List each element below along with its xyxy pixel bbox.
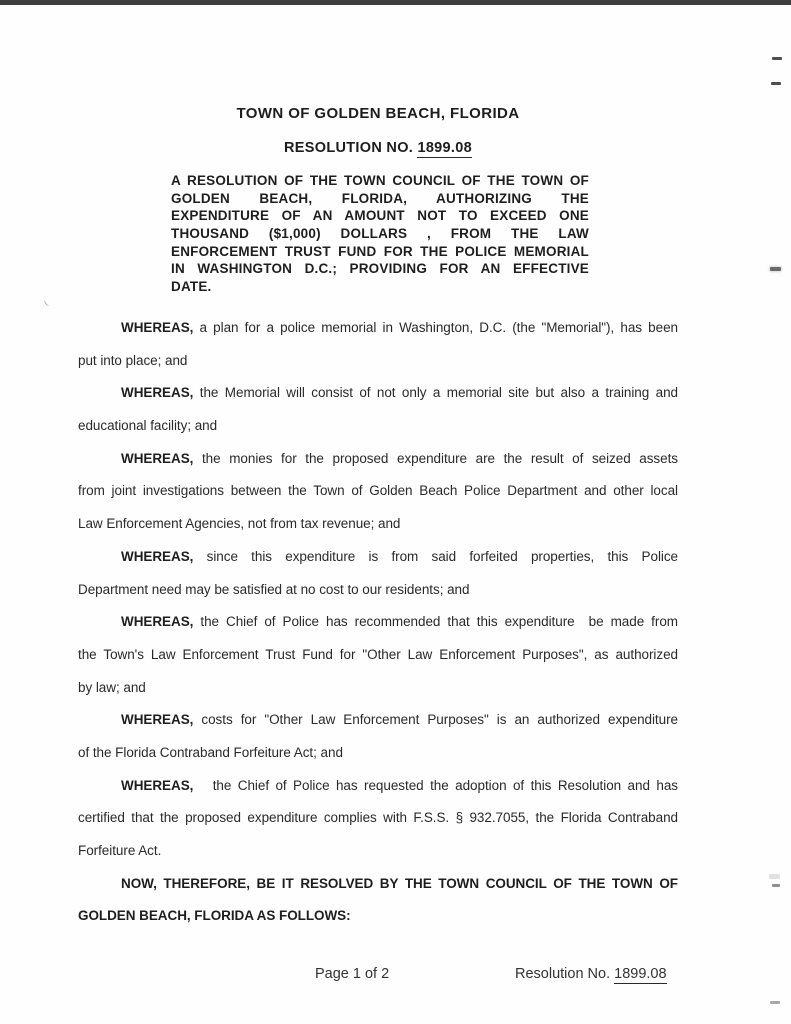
whereas-paragraph-line: WHEREAS, the Chief of Police has recommended that this expenditure be made from: [121, 614, 678, 630]
page-indicator: Page 1 of 2: [315, 966, 390, 982]
whereas-lead: WHEREAS,: [121, 320, 194, 335]
summary-line: GOLDEN BEACH, FLORIDA, AUTHORIZING THE: [171, 190, 589, 206]
whereas-lead: WHEREAS,: [121, 712, 194, 728]
summary-line: ENFORCEMENT TRUST FUND FOR THE POLICE MEMORIAL: [171, 243, 589, 259]
whereas-paragraph-line: WHEREAS, costs for "Other Law Enforcement Purposes" is an authorized expenditure: [121, 712, 678, 728]
whereas-paragraph-line: Department need may be satisfied at no cost to our residents; and: [78, 581, 470, 597]
summary-line: A RESOLUTION OF THE TOWN COUNCIL OF THE TOWN OF: [171, 173, 589, 188]
scan-artifact-dash: [770, 267, 781, 271]
resolved-clause-line: NOW, THEREFORE, BE IT RESOLVED BY THE TOWN COUNCIL OF THE TOWN OF: [121, 875, 678, 891]
scan-artifact-dash: [772, 57, 782, 60]
whereas-paragraph-line: WHEREAS, the Chief of Police has requested the adoption of this Resolution and has: [121, 777, 678, 793]
summary-line: IN WASHINGTON D.C.; PROVIDING FOR AN EFFECTIVE: [171, 261, 589, 277]
scan-artifact-dash: [769, 874, 780, 879]
summary-line: DATE.: [171, 279, 212, 295]
resolved-clause-line: GOLDEN BEACH, FLORIDA AS FOLLOWS:: [78, 908, 351, 924]
whereas-paragraph-line: WHEREAS, the Memorial will consist of not only a memorial site but also a training and: [121, 385, 678, 401]
scan-artifact-dash: [772, 884, 780, 887]
whereas-lead: WHEREAS,: [121, 548, 194, 564]
resolution-heading-label: RESOLUTION NO.: [284, 140, 414, 156]
whereas-lead: WHEREAS,: [121, 385, 194, 401]
summary-line: THOUSAND ($1,000) DOLLARS , FROM THE LAW: [171, 226, 589, 242]
scan-artifact-dash: [771, 82, 781, 85]
footer-resolution-number: 1899.08: [614, 966, 667, 982]
document-title: TOWN OF GOLDEN BEACH, FLORIDA: [236, 105, 520, 122]
whereas-lead: WHEREAS,: [121, 614, 194, 630]
resolution-summary: [171, 172, 589, 296]
whereas-paragraph-line: by law; and: [78, 679, 146, 695]
whereas-paragraph-line: Forfeiture Act.: [78, 843, 162, 858]
whereas-paragraph-line: from joint investigations between the Town of Golden Beach Police Department and other local: [78, 483, 678, 499]
summary-line: EXPENDITURE OF AN AMOUNT NOT TO EXCEED ONE: [171, 208, 589, 224]
whereas-paragraph-line: WHEREAS, since this expenditure is from said forfeited properties, this Police: [121, 548, 678, 564]
resolution-body: [78, 312, 678, 933]
whereas-paragraph-line: the Town's Law Enforcement Trust Fund for "Other Law Enforcement Purposes", as authorized: [78, 646, 678, 662]
resolution-number-heading: [78, 140, 678, 156]
page-footer: [78, 966, 678, 988]
resolution-heading-number: 1899.08: [417, 140, 472, 156]
footer-resolution-reference: [515, 966, 667, 982]
whereas-lead: WHEREAS,: [121, 777, 194, 793]
whereas-paragraph-line: educational facility; and: [78, 418, 218, 434]
whereas-paragraph-line: WHEREAS, the monies for the proposed expenditure are the result of seized assets: [121, 450, 678, 466]
scan-artifact-dash: [770, 1001, 780, 1004]
whereas-paragraph-line: put into place; and: [78, 352, 188, 368]
whereas-paragraph-line: Law Enforcement Agencies, not from tax revenue; and: [78, 516, 401, 532]
whereas-lead: WHEREAS,: [121, 450, 194, 466]
page-content: [78, 0, 678, 1024]
scan-artifact-tick: [43, 298, 51, 307]
footer-resolution-label: Resolution No.: [515, 966, 611, 982]
whereas-paragraph-line: of the Florida Contraband Forfeiture Act; and: [78, 744, 343, 760]
whereas-paragraph-line: WHEREAS, a plan for a police memorial in Washington, D.C. (the "Memorial"), has been: [121, 320, 678, 335]
whereas-paragraph-line: certified that the proposed expenditure complies with F.S.S. § 932.7055, the Florida Contraband: [78, 810, 678, 826]
